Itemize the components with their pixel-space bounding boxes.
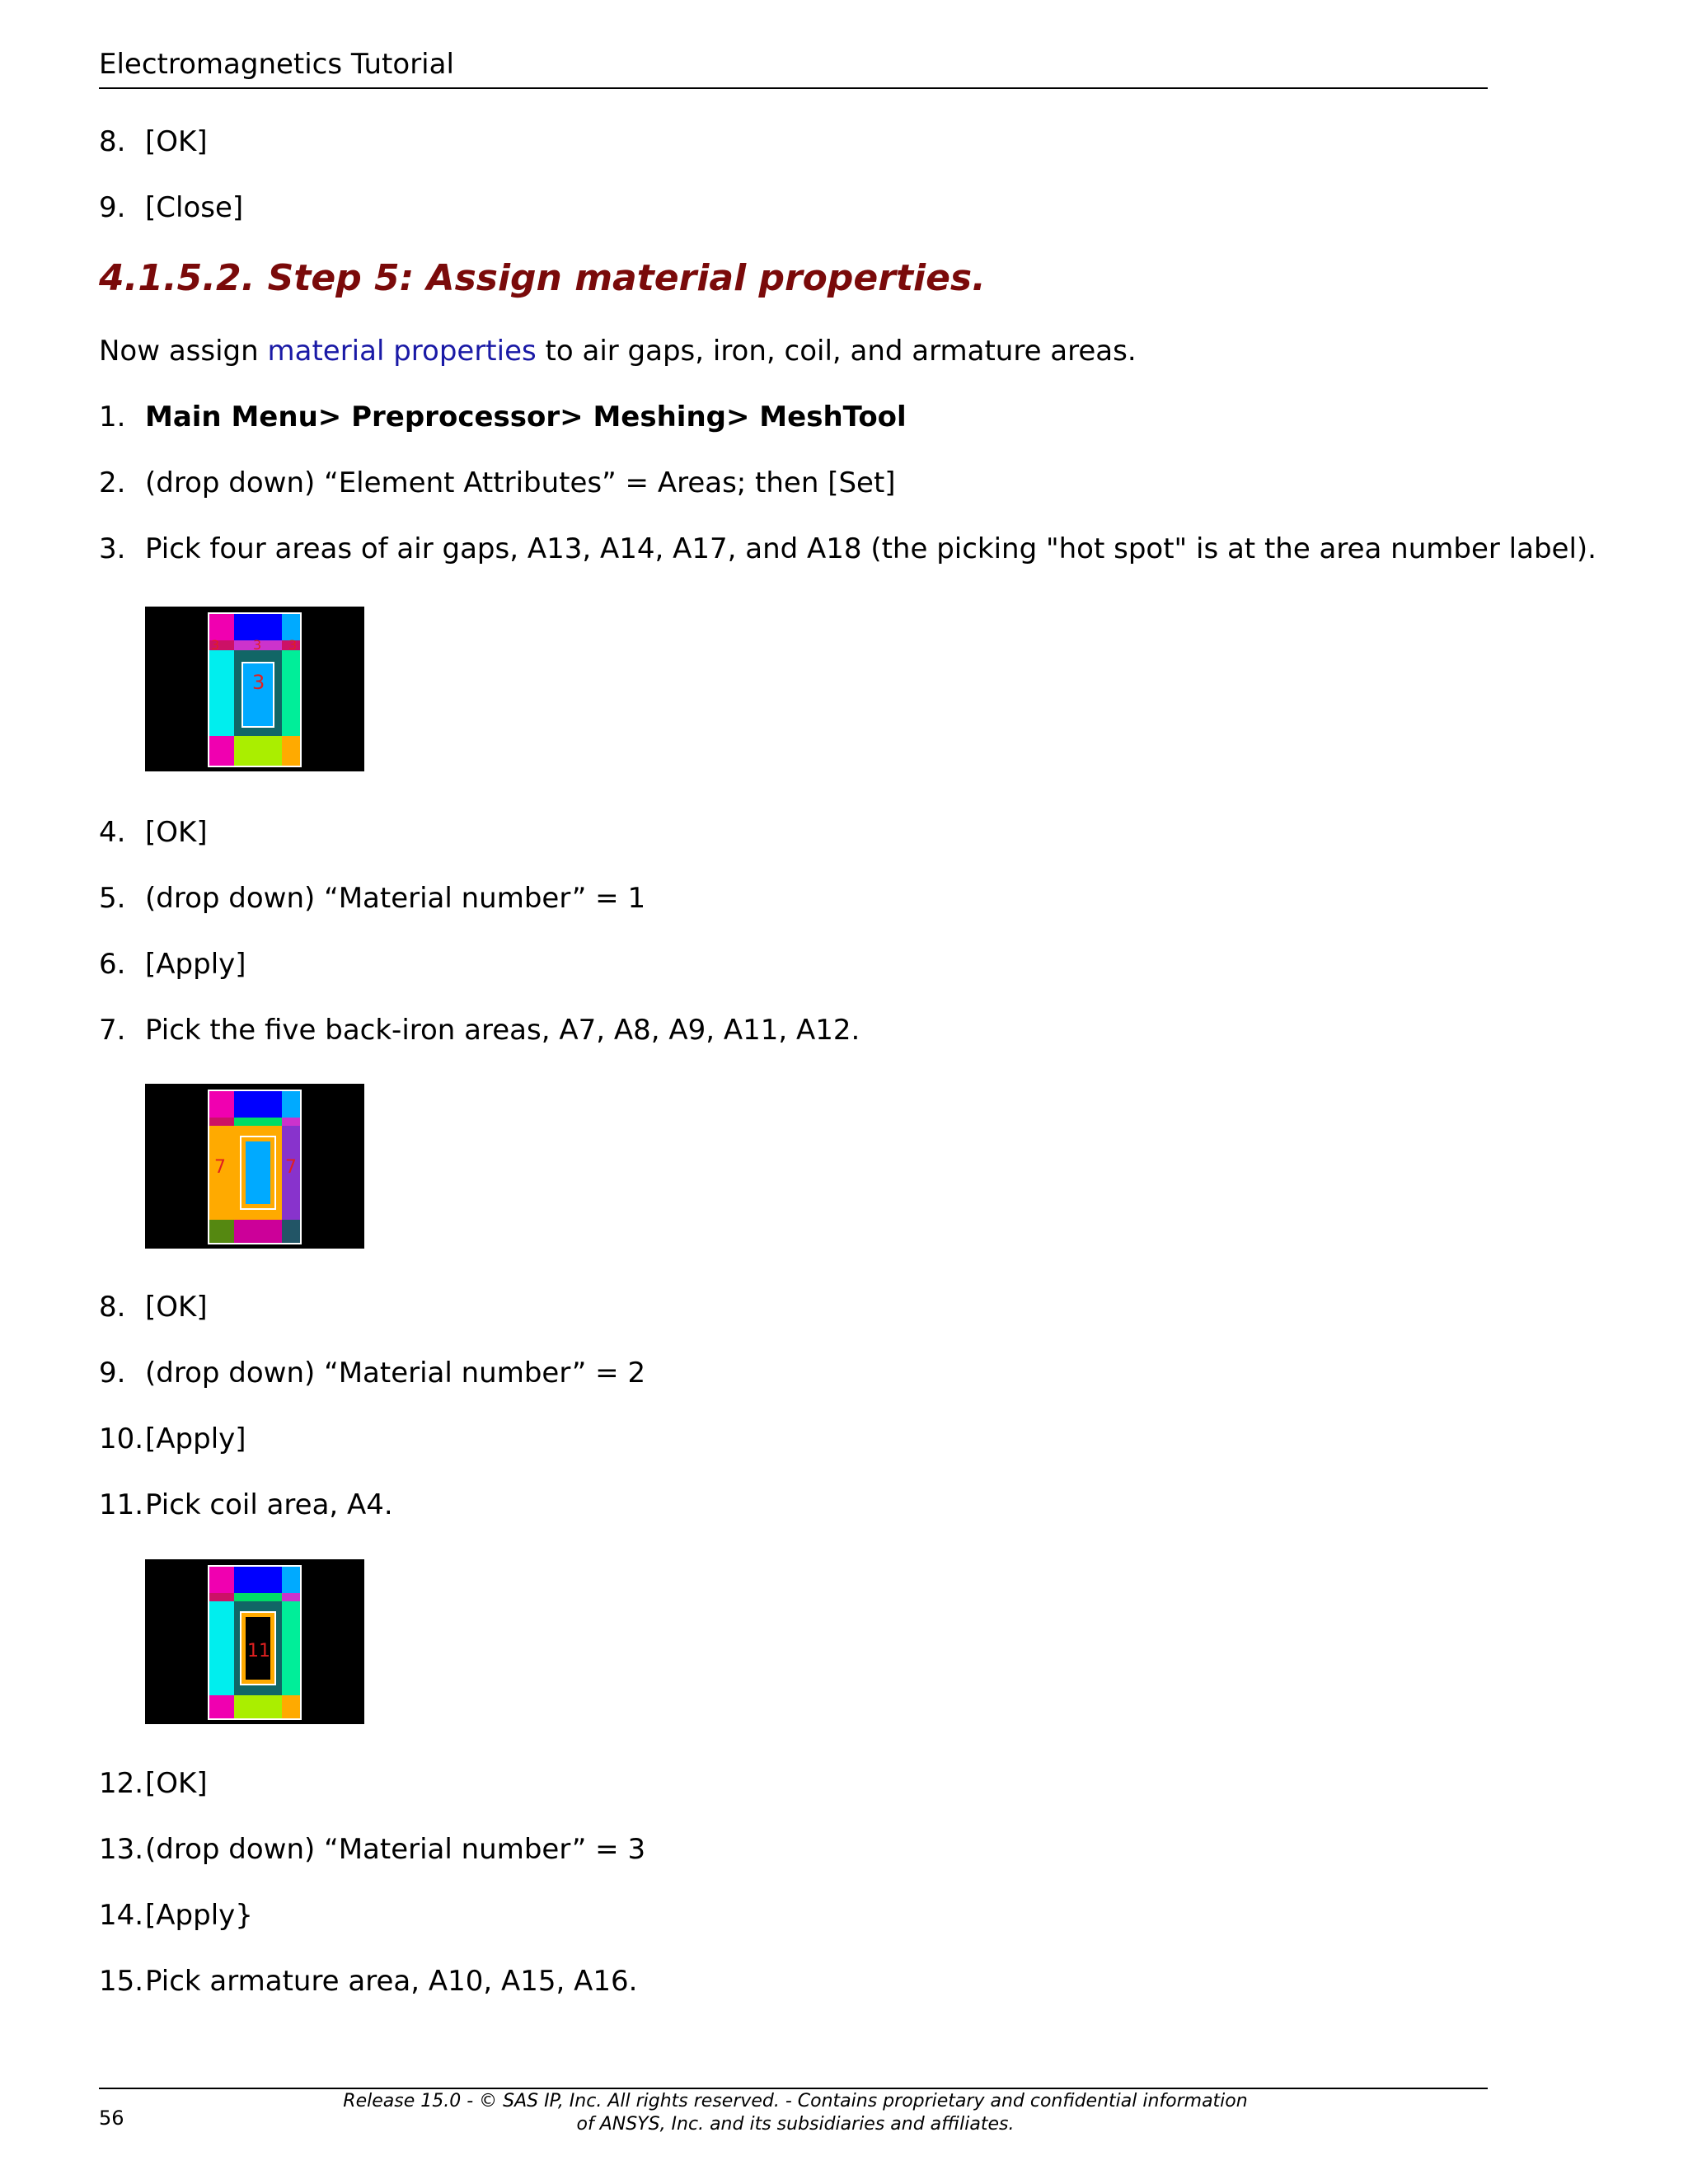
list-item: [99, 816, 208, 849]
step-text: Pick the five back-iron areas, A7, A8, A9, A11, A12.: [145, 1014, 860, 1047]
step-text: [OK]: [145, 125, 208, 158]
step-text: [Close]: [145, 191, 244, 224]
step-text: [Apply]: [145, 948, 246, 981]
step-number: 8.: [99, 1291, 126, 1324]
air-gap-areas-figure: [145, 607, 364, 771]
list-item: [99, 191, 243, 224]
coil-area-figure: [145, 1559, 364, 1724]
area-label: 7: [285, 1157, 297, 1178]
list-item: [99, 1014, 860, 1047]
section-title: 4.1.5.2. Step 5: Assign material properties.: [99, 257, 986, 299]
step-number: 1.: [99, 401, 126, 434]
step-number: 10.: [99, 1422, 144, 1455]
menu-path: Main Menu> Preprocessor> Meshing> MeshTool: [145, 401, 907, 434]
svg-text:3: 3: [253, 637, 262, 653]
footer-rule: [99, 2088, 1488, 2089]
step-number: 3.: [99, 532, 126, 565]
step-text: (drop down) “Element Attributes” = Areas; then [Set]: [145, 466, 896, 499]
list-item: [99, 466, 896, 499]
step-text: [OK]: [145, 816, 208, 849]
svg-text:3: 3: [211, 637, 220, 653]
footer-copyright: [330, 2090, 1261, 2136]
list-item: [99, 1965, 637, 1998]
step-text: [Apply}: [145, 1899, 253, 1932]
list-item: [99, 1488, 393, 1521]
list-item: [99, 882, 645, 915]
step-number: 2.: [99, 466, 126, 499]
header-rule: [99, 87, 1488, 89]
step-number: 15.: [99, 1965, 144, 1998]
step-text: [OK]: [145, 1767, 208, 1800]
area-label: 11: [247, 1641, 270, 1661]
list-item: [99, 1899, 253, 1932]
step-text: [Apply]: [145, 1422, 246, 1455]
step-number: 7.: [99, 1014, 126, 1047]
list-item: [99, 1291, 208, 1324]
svg-text:3: 3: [288, 637, 298, 653]
list-item: [99, 1357, 645, 1390]
running-header: Electromagnetics Tutorial: [99, 48, 454, 81]
area-label: 3: [252, 671, 265, 694]
material-properties-link[interactable]: material properties: [267, 335, 537, 368]
list-item: [99, 125, 208, 158]
list-item: [99, 1422, 246, 1455]
step-text: [OK]: [145, 1291, 208, 1324]
list-item: [99, 1833, 645, 1866]
step-number: 13.: [99, 1833, 144, 1866]
intro-text: Now assign: [99, 335, 268, 368]
footer-line-1: Release 15.0 - © SAS IP, Inc. All rights reserved. - Contains proprietary and confidential information: [343, 2091, 1248, 2111]
step-text: Pick armature area, A10, A15, A16.: [145, 1965, 638, 1998]
page-number: 56: [99, 2107, 124, 2130]
back-iron-areas-figure: [145, 1084, 364, 1249]
step-number: 9.: [99, 1357, 126, 1390]
step-text: (drop down) “Material number” = 1: [145, 882, 646, 915]
step-number: 9.: [99, 191, 126, 224]
footer-line-2: of ANSYS, Inc. and its subsidiaries and affiliates.: [576, 2114, 1015, 2135]
step-number: 6.: [99, 948, 126, 981]
step-text: Pick coil area, A4.: [145, 1488, 393, 1521]
step-number: 11.: [99, 1488, 144, 1521]
step-number: 8.: [99, 125, 126, 158]
step-text: (drop down) “Material number” = 3: [145, 1833, 646, 1866]
list-item: [99, 948, 246, 981]
step-text: Pick four areas of air gaps, A13, A14, A17, and A18 (the picking "hot spot" is at the area number label).: [145, 532, 1597, 565]
area-label: 7: [214, 1157, 226, 1178]
intro-text-end: to air gaps, iron, coil, and armature areas.: [536, 335, 1137, 368]
step-number: 14.: [99, 1899, 144, 1932]
list-item: [99, 1767, 208, 1800]
step-number: 12.: [99, 1767, 144, 1800]
step-number: 5.: [99, 882, 126, 915]
step-number: 4.: [99, 816, 126, 849]
list-item: [99, 532, 1597, 565]
step-text: (drop down) “Material number” = 2: [145, 1357, 646, 1390]
list-item: [99, 401, 907, 434]
intro-paragraph: [99, 335, 1137, 368]
